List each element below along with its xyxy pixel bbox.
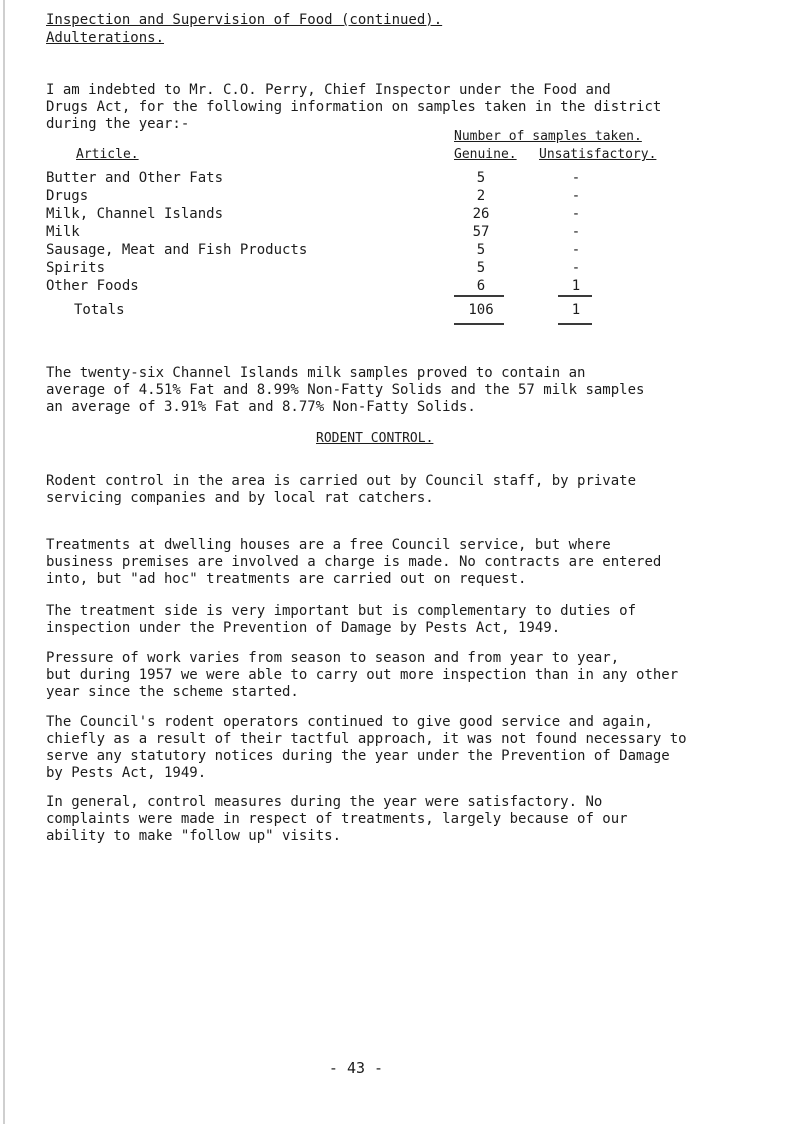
table-cell-unsatisfactory: 1 <box>571 278 581 294</box>
rodent-paragraph-6: In general, control measures during the year were satisfactory. No complaints were made in respect of treatments, largely because of our ability to make "follow up" visits. <box>46 794 628 844</box>
heading-title: Inspection and Supervision of Food (continued). <box>46 12 443 28</box>
page-heading <box>46 12 442 29</box>
table-cell-article: Milk <box>46 224 80 240</box>
rodent-paragraph-3: The treatment side is very important but is complementary to duties of inspection under the Prevention of Damage by Pests Act, 1949. <box>46 603 637 636</box>
page-edge-line <box>3 0 5 1124</box>
totals-genuine: 106 <box>468 302 494 318</box>
table-cell-genuine: 6 <box>476 278 486 294</box>
totals-label: Totals <box>74 302 125 318</box>
table-cell-unsatisfactory: - <box>571 188 581 204</box>
table-cell-genuine: 5 <box>476 242 486 258</box>
rodent-paragraph-2: Treatments at dwelling houses are a free Council service, but where business premises are involved a charge is made. No contracts are entered into, but "ad hoc" treatments are carried out on request. <box>46 537 662 587</box>
table-row <box>46 188 776 206</box>
table-row <box>46 278 776 296</box>
table-row <box>46 224 776 242</box>
genuine-total-rule-bottom <box>454 323 504 325</box>
totals-unsatisfactory: 1 <box>571 302 581 318</box>
table-cell-genuine: 57 <box>472 224 490 240</box>
table-cell-unsatisfactory: - <box>571 224 581 240</box>
table-header-genuine: Genuine. <box>454 147 517 162</box>
table-cell-article: Butter and Other Fats <box>46 170 224 186</box>
samples-table-body <box>46 170 776 296</box>
table-cell-unsatisfactory: - <box>571 206 581 222</box>
table-row <box>46 170 776 188</box>
table-cell-unsatisfactory: - <box>571 260 581 276</box>
table-header-unsatisfactory: Unsatisfactory. <box>539 147 657 162</box>
milk-samples-paragraph: The twenty-six Channel Islands milk samples proved to contain an average of 4.51% Fat and 8.99% Non-Fatty Solids and the 57 milk samples an average of 3.91% Fat and 8.77% Non-Fatty Solids. <box>46 365 645 415</box>
rodent-paragraph-5: The Council's rodent operators continued to give good service and again, chiefly as a result of their tactful approach, it was not found necessary to serve any statutory notices during the year under the Prevention of Damage by Pests Act, 1949. <box>46 714 687 781</box>
intro-paragraph: I am indebted to Mr. C.O. Perry, Chief Inspector under the Food and Drugs Act, for the following information on samples taken in the district during the year:- <box>46 82 662 132</box>
table-row <box>46 206 776 224</box>
page-subheading: Adulterations. <box>46 30 165 46</box>
table-cell-unsatisfactory: - <box>571 242 581 258</box>
genuine-total-rule-top <box>454 295 504 297</box>
table-cell-article: Other Foods <box>46 278 139 294</box>
rodent-control-heading: RODENT CONTROL. <box>316 431 434 446</box>
table-cell-article: Sausage, Meat and Fish Products <box>46 242 308 258</box>
table-cell-article: Drugs <box>46 188 89 204</box>
table-row <box>46 242 776 260</box>
table-cell-genuine: 2 <box>476 188 486 204</box>
unsatisfactory-total-rule-top <box>558 295 592 297</box>
unsatisfactory-total-rule-bottom <box>558 323 592 325</box>
table-group-header: Number of samples taken. <box>454 129 642 144</box>
page-number: - 43 - <box>328 1059 384 1077</box>
table-cell-genuine: 26 <box>472 206 490 222</box>
table-cell-article: Spirits <box>46 260 106 276</box>
table-cell-unsatisfactory: - <box>571 170 581 186</box>
table-totals-row <box>46 302 776 320</box>
table-row <box>46 260 776 278</box>
rodent-paragraph-4: Pressure of work varies from season to season and from year to year, but during 1957 we were able to carry out more inspection than in any other year since the scheme started. <box>46 650 679 700</box>
table-cell-genuine: 5 <box>476 260 486 276</box>
table-cell-article: Milk, Channel Islands <box>46 206 224 222</box>
rodent-paragraph-1: Rodent control in the area is carried out by Council staff, by private servicing companies and by local rat catchers. <box>46 473 637 506</box>
table-cell-genuine: 5 <box>476 170 486 186</box>
table-header-article: Article. <box>76 147 139 162</box>
